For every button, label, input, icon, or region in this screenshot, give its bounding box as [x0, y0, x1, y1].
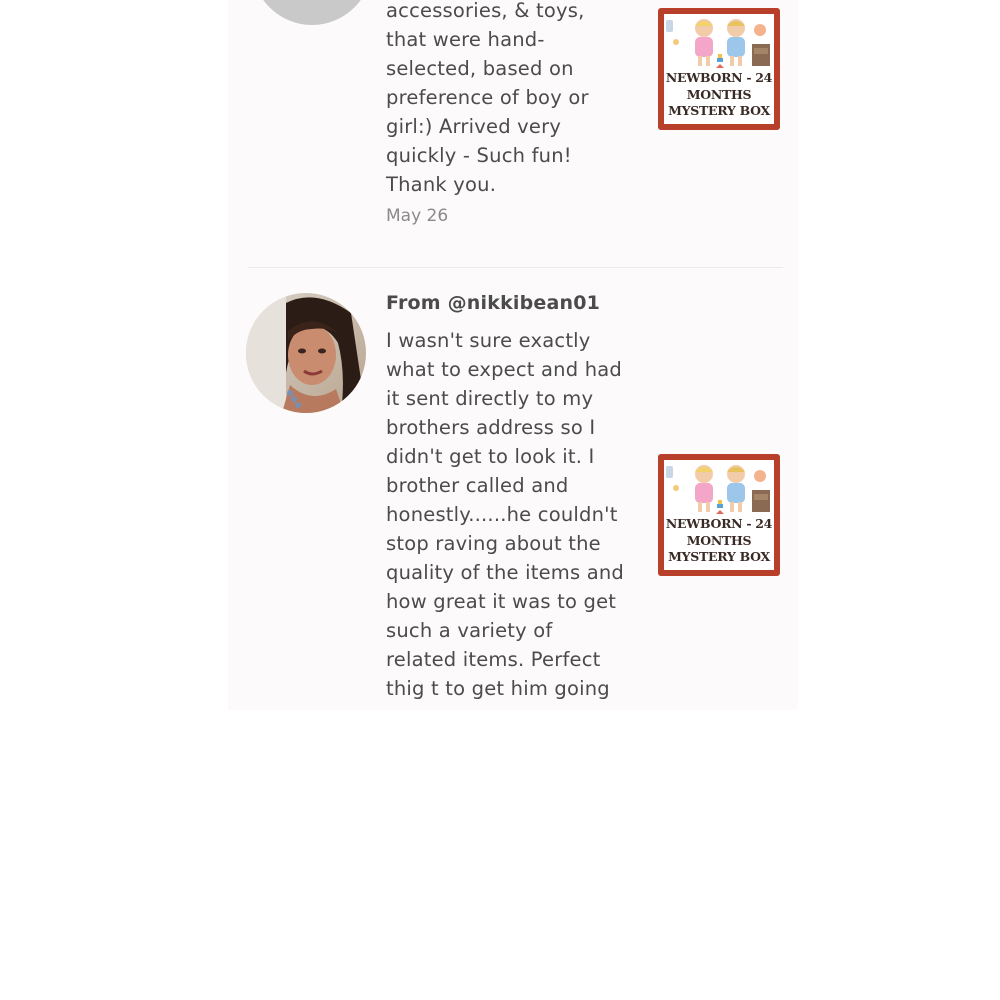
avatar-photo: [246, 293, 366, 413]
baby-illustration-icon: [664, 460, 774, 518]
review-text: I wasn't sure exactly what to expect and had it sent directly to my brothers address so I didn't get to look it. I brother called and honestly......he couldn't stop raving about the quality of the items and how great it was to get such a variety of related items. Perfect thig t to get him going: [386, 329, 625, 700]
product-caption: NEWBORN - 24 MONTHS MYSTERY BOX: [665, 70, 773, 118]
product-thumbnail[interactable]: [658, 454, 780, 576]
product-thumbnail[interactable]: [658, 8, 780, 130]
reviewer-avatar[interactable]: [246, 293, 366, 413]
baby-illustration-icon: [664, 14, 774, 72]
reviews-panel: [228, 0, 798, 710]
reviewer-avatar[interactable]: [252, 0, 372, 25]
review-date: May 26: [386, 206, 449, 226]
review-text: accessories, & toys, that were hand- selected, based on preference of boy or girl:) Arrived very quickly - Such fun! Thank you.: [386, 0, 589, 196]
review-divider: [248, 267, 783, 268]
product-caption: NEWBORN - 24 MONTHS MYSTERY BOX: [665, 516, 773, 564]
reviewer-handle[interactable]: From @nikkibean01: [386, 292, 601, 314]
